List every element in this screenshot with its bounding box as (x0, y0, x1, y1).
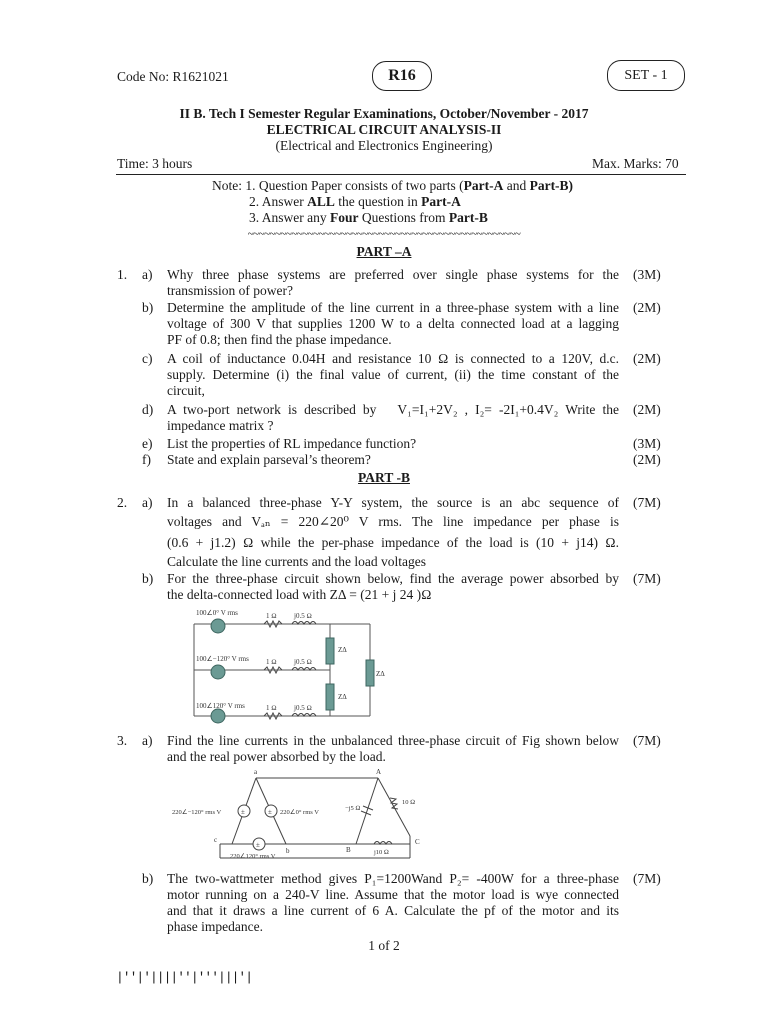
q1d-marks: (2M) (633, 402, 661, 417)
barcode: |''|'||||''|'''|||'| (116, 970, 253, 985)
q3a-line2: and the real power absorbed by the load. (167, 749, 386, 764)
question-3-number: 3. (117, 733, 128, 748)
code-number: Code No: R1621021 (117, 69, 229, 84)
regulation-badge: R16 (372, 61, 432, 91)
q2a-line1: In a balanced three-phase Y-Y system, the source is an abc sequence of (167, 495, 619, 510)
part-a-title: PART –A (356, 244, 412, 259)
q1f-marks: (2M) (633, 452, 661, 467)
q1d-line2: impedance matrix ? (167, 418, 274, 433)
q3a-label: a) (142, 733, 153, 748)
q2b-src2-label: 100∠−120° V rms (196, 655, 249, 663)
q1e-marks: (3M) (633, 436, 661, 451)
note-1: Note: 1. Question Paper consists of two parts (Part-A and Part-B) (212, 178, 574, 193)
time-label: Time: 3 hours (117, 156, 193, 171)
set-badge: SET - 1 (607, 60, 685, 91)
q1c-line3: circuit, (167, 383, 205, 398)
q3a-src3-sign: ± (256, 841, 260, 849)
q1b-marks: (2M) (633, 300, 661, 315)
q1e-line1: List the properties of RL impedance function? (167, 436, 417, 451)
q2b-circuit-figure (190, 604, 385, 724)
q3a-node-b: b (286, 847, 290, 855)
q2a-line2: voltages and Vₐₙ = 220∠20⁰ V rms. The line impedance per phase is (167, 514, 619, 529)
q2b-line2: the delta-connected load with ZΔ = (21 + j 24 )Ω (167, 587, 432, 602)
page-number: 1 of 2 (368, 938, 400, 953)
q2a-label: a) (142, 495, 153, 510)
q2b-src1-label: 100∠0° V rms (196, 609, 238, 617)
q1d-line1: A two-port network is described by V₁=I₁+2V₂ , I₂= -2I₁+0.4V₂ Write the (167, 402, 619, 417)
q1b-label: b) (142, 300, 154, 315)
q2b-label: b) (142, 571, 154, 586)
q3a-ind-label: j10 Ω (374, 849, 389, 856)
q2b-r1-label: 1 Ω (266, 612, 277, 620)
q3b-line2: motor running on a 240-V line. Assume that the motor load is wye connected (167, 887, 619, 902)
q2a-line3: (0.6 + j1.2) Ω while the per-phase impedance of the load is (10 + j14) Ω. (167, 535, 619, 550)
q2b-r2-label: 1 Ω (266, 658, 277, 666)
q1e-label: e) (142, 436, 153, 451)
q1c-marks: (2M) (633, 351, 661, 366)
q1a-marks: (3M) (633, 267, 661, 282)
q3b-line3: and that it draws a line current of 6 A. Calculate the pf of the motor and its (167, 903, 619, 918)
question-1-number: 1. (117, 267, 128, 282)
q1b-line2: voltage of 300 V that supplies 1200 W to a delta connected load at a lagging (167, 316, 619, 331)
q1b-line3: PF of 0.8; then find the phase impedance. (167, 332, 392, 347)
tilde-separator: ~~~~~~~~~~~~~~~~~~~~~~~~~~~~~~~~~~~~~~~~~~~~~~~~~~ (247, 228, 521, 240)
header-divider (116, 174, 686, 175)
q2b-z2-label: ZΔ (338, 693, 347, 701)
q2b-marks: (7M) (633, 571, 661, 586)
q3a-node-c: c (214, 836, 218, 844)
q2b-r3-label: 1 Ω (266, 704, 277, 712)
q3a-line1: Find the line currents in the unbalanced three-phase circuit of Fig shown below (167, 733, 619, 748)
exam-title: II B. Tech I Semester Regular Examinations, October/November - 2017 (179, 106, 589, 121)
q2b-circuit-svg (190, 604, 385, 724)
q1a-line1: Why three phase systems are preferred over single phase systems for the (167, 267, 619, 282)
q3b-marks: (7M) (633, 871, 661, 886)
q1f-line1: State and explain parseval’s theorem? (167, 452, 371, 467)
note-3: 3. Answer any Four Questions from Part-B (249, 210, 488, 225)
part-b-title: PART -B (358, 470, 410, 485)
q1a-line2: transmission of power? (167, 283, 293, 298)
q1c-line2: supply. Determine (i) the final value of current, (ii) the time constant of the (167, 367, 619, 382)
q3a-marks: (7M) (633, 733, 661, 748)
q1b-line1: Determine the amplitude of the line current in a three-phase system with a line (167, 300, 619, 315)
q1d-label: d) (142, 402, 154, 417)
q3a-cap-label: −j5 Ω (345, 805, 361, 812)
q3a-res-label: 10 Ω (402, 799, 416, 806)
q2a-marks: (7M) (633, 495, 661, 510)
q3a-node-C: C (415, 838, 420, 846)
q2a-line4: Calculate the line currents and the load voltages (167, 554, 427, 569)
q3a-node-a: a (254, 768, 258, 776)
q3a-src2-label: 220∠0° rms V (280, 809, 320, 816)
q2b-z1-label: ZΔ (338, 646, 347, 654)
q3b-label: b) (142, 871, 154, 886)
q2b-x2-label: j0.5 Ω (294, 658, 312, 666)
q3b-line4: phase impedance. (167, 919, 263, 934)
q1f-label: f) (142, 452, 151, 467)
q3a-node-A: A (376, 768, 382, 776)
q1c-label: c) (142, 351, 153, 366)
q2b-x3-label: j0.5 Ω (294, 704, 312, 712)
subject-title: ELECTRICAL CIRCUIT ANALYSIS-II (266, 122, 502, 137)
q2b-src3-label: 100∠120° V rms (196, 702, 245, 710)
q3a-node-B: B (346, 846, 351, 854)
question-2-number: 2. (117, 495, 128, 510)
q1a-label: a) (142, 267, 153, 282)
q3a-circuit-svg (170, 766, 430, 862)
q3a-src1-label: 220∠−120° rms V (172, 809, 222, 816)
branch-title: (Electrical and Electronics Engineering) (275, 138, 493, 153)
q3a-src1-sign: ± (241, 808, 245, 816)
q3a-src2-sign: ± (268, 808, 272, 816)
max-marks-label: Max. Marks: 70 (592, 156, 679, 171)
q2b-z3-label: ZΔ (376, 670, 385, 678)
q3a-circuit-figure (170, 766, 430, 862)
q1c-line1: A coil of inductance 0.04H and resistance 10 Ω is connected to a 120V, d.c. (167, 351, 619, 366)
q2b-line1: For the three-phase circuit shown below, find the average power absorbed by (167, 571, 619, 586)
q2b-x1-label: j0.5 Ω (294, 612, 312, 620)
q3b-line1: The two-wattmeter method gives P₁=1200Wand P₂= -400W for a three-phase (167, 871, 619, 886)
q3a-src3-label: 220∠120° rms V (230, 853, 276, 860)
note-2: 2. Answer ALL the question in Part-A (249, 194, 461, 209)
